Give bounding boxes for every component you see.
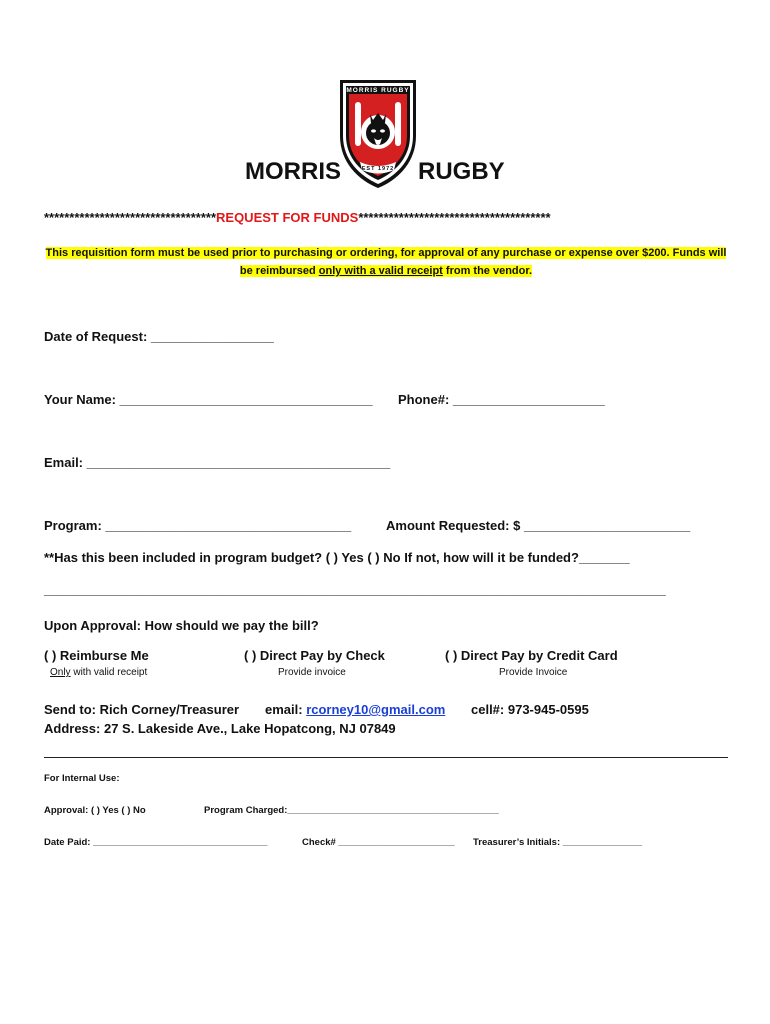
title-prefix-stars: ********************************** (44, 210, 217, 225)
treasurer-email-link[interactable]: rcorney10@gmail.com (306, 702, 446, 717)
amount-requested-field[interactable]: Amount Requested: $ _______________________ (386, 518, 691, 533)
treasurer-address: Address: 27 S. Lakeside Ave., Lake Hopatcong, NJ 07849 (44, 721, 396, 736)
section-divider (44, 757, 728, 758)
email-field[interactable]: Email: __________________________________________ (44, 455, 391, 470)
date-paid-field[interactable]: Date Paid: _________________________________ (44, 837, 268, 848)
budget-question[interactable]: **Has this been included in program budget? ( ) Yes ( ) No If not, how will it be funded?_______ (44, 550, 630, 565)
funding-explanation-line[interactable]: ______________________________________________________________________________________ (44, 582, 666, 597)
direct-pay-check-option[interactable]: ( ) Direct Pay by Check (244, 648, 385, 663)
reimburse-note (50, 667, 147, 678)
direct-pay-check-note: Provide invoice (278, 667, 346, 678)
phone-field[interactable]: Phone#: _____________________ (398, 392, 605, 407)
request-for-funds-title-line (44, 210, 551, 225)
program-field[interactable]: Program: __________________________________ (44, 518, 352, 533)
direct-pay-credit-card-note: Provide Invoice (499, 667, 568, 678)
form-title: REQUEST FOR FUNDS (216, 210, 359, 225)
brand-name-left: MORRIS (245, 158, 341, 185)
reimburse-note-rest: with valid receipt (70, 667, 148, 678)
notice-receipt-requirement: only with a valid receipt (318, 265, 443, 277)
internal-approval-field[interactable]: Approval: ( ) Yes ( ) No (44, 805, 146, 816)
check-number-field[interactable]: Check# ______________________ (302, 837, 455, 848)
program-charged-field[interactable]: Program Charged:________________________________________ (204, 805, 499, 816)
reimburse-me-option[interactable]: ( ) Reimburse Me (44, 648, 149, 663)
svg-text:MORRIS RUGBY: MORRIS RUGBY (346, 87, 410, 94)
notice-text-end: from the vendor. (442, 265, 533, 277)
brand-name-right: RUGBY (418, 158, 505, 185)
treasurer-initials-field[interactable]: Treasurer’s Initials: _______________ (473, 837, 643, 848)
your-name-field[interactable]: Your Name: ___________________________________ (44, 392, 373, 407)
send-to-name: Send to: Rich Corney/Treasurer (44, 702, 240, 717)
date-of-request-field[interactable]: Date of Request: _________________ (44, 329, 274, 344)
email-label: email: (265, 702, 303, 717)
reimburse-note-only: Only (50, 667, 71, 678)
treasurer-cell: cell#: 973-945-0595 (471, 702, 589, 717)
send-to-email-line (265, 702, 445, 717)
svg-text:EST 1972: EST 1972 (361, 166, 395, 172)
morris-rugby-crest-logo (338, 78, 418, 190)
title-suffix-stars: ************************************** (358, 210, 551, 225)
direct-pay-credit-card-option[interactable]: ( ) Direct Pay by Credit Card (445, 648, 618, 663)
internal-use-heading: For Internal Use: (44, 773, 120, 784)
requisition-notice (44, 244, 728, 280)
notice-text: This requisition form must be used prior to purchasing or ordering, for approval of any purchase or expense over $200. Funds will be reimbursed (45, 247, 727, 277)
payment-method-question: Upon Approval: How should we pay the bill? (44, 618, 319, 633)
